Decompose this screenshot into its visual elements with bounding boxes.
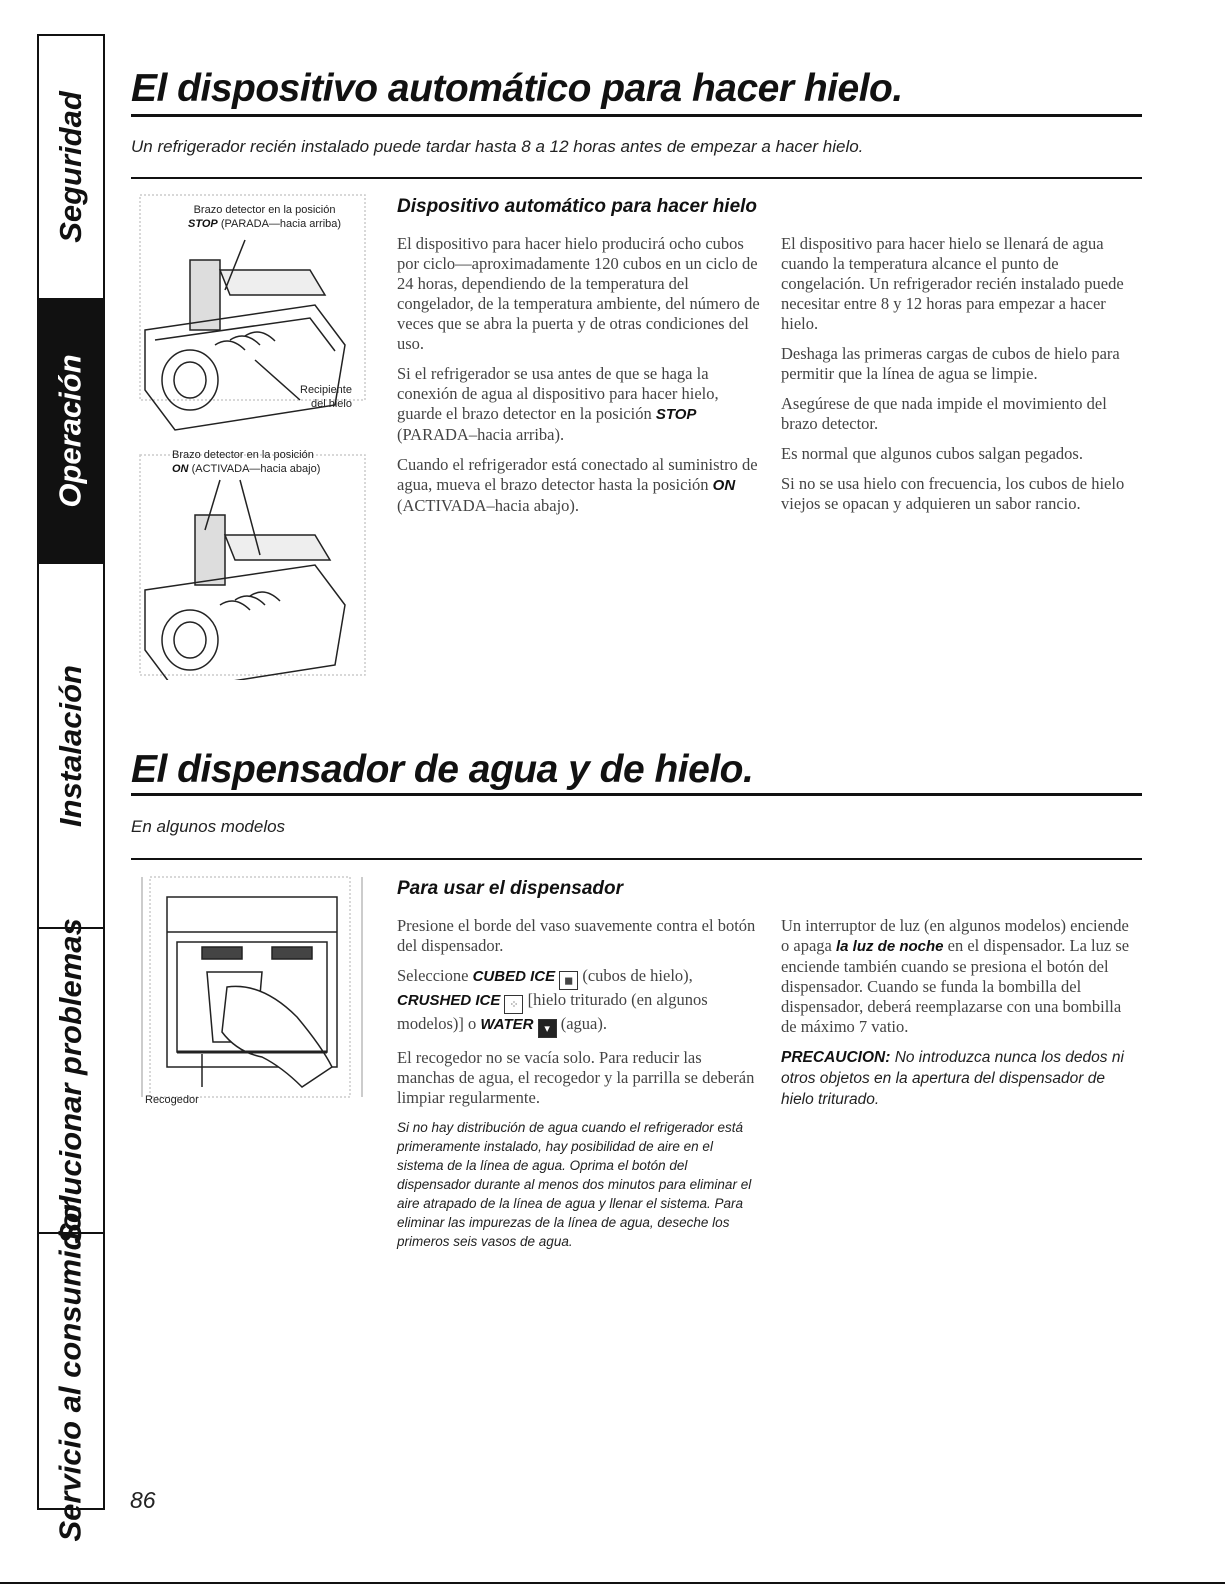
- figure-caption-drip-tray: Recogedor: [145, 1094, 199, 1106]
- caption-line: Brazo detector en la posición: [193, 204, 336, 216]
- bold-term: STOP: [655, 406, 697, 423]
- cubed-ice-label: CUBED ICE: [472, 968, 556, 985]
- paragraph: El recogedor no se vacía solo. Para reducir las manchas de agua, el recogedor y la parrilla se deberán limpiar regularmente.: [397, 1048, 755, 1107]
- paragraph: El dispositivo para hacer hielo se llenará de agua cuando la temperatura alcance el punto de congelación. Un refrigerador recién instalado puede necesitar entre 8 y 12 horas para empezar a hacer hielo.: [781, 234, 1124, 333]
- tab-operacion[interactable]: [39, 300, 103, 564]
- tab-label: Solucionar problemas: [53, 917, 89, 1244]
- figure-caption-stop: [188, 203, 341, 231]
- bold-term: la luz de noche: [835, 938, 944, 955]
- water-icon: ▾: [538, 1019, 557, 1038]
- title-rule: [131, 793, 1142, 796]
- tab-label: Operación: [53, 354, 89, 508]
- section1-column1: [397, 234, 762, 526]
- title-rule: [131, 114, 1142, 117]
- tab-instalacion[interactable]: [39, 564, 103, 929]
- caption-line: Recipiente: [300, 384, 352, 396]
- paragraph: Asegúrese de que nada impide el movimiento del brazo detector.: [781, 394, 1107, 433]
- figure-caption-bin: [300, 383, 352, 411]
- caption-line: (PARADA—hacia arriba): [220, 218, 342, 230]
- dispenser-illustration: [132, 872, 377, 1112]
- tab-seguridad[interactable]: [39, 36, 103, 300]
- bottom-rule: [0, 1582, 1225, 1584]
- section1-column2: [781, 234, 1136, 524]
- tab-solucionar-problemas[interactable]: [39, 917, 103, 1244]
- bold-term: ON: [712, 477, 736, 494]
- paragraph: Es normal que algunos cubos salgan pegados.: [781, 444, 1083, 463]
- caption-line: Brazo detector en la posición: [172, 449, 314, 461]
- caution-label: PRECAUCION:: [781, 1049, 891, 1066]
- subtitle-rule: [131, 858, 1142, 860]
- paragraph: Seleccione CUBED ICE ◼ (cubos de hielo), CRUSHED ICE ⁘ [hielo triturado (en algunos modelos)] o WATER ▾ (agua).: [397, 966, 762, 1038]
- caption-line: (ACTIVADA—hacia abajo): [191, 463, 321, 475]
- section-title: El dispositivo automático para hacer hielo.: [131, 67, 903, 110]
- paragraph: Un interruptor de luz (en algunos modelos) enciende o apaga la luz de noche en el dispensador. La luz se enciende también cuando se presiona el botón del dispensador. Cuando se funda la bombilla del dispensador, deberá reemplazarse con una bombilla de máximo 7 vatio.: [781, 916, 1130, 1036]
- section2-column2: [781, 916, 1136, 1120]
- caption-bold: ON: [172, 463, 189, 475]
- ice-maker-illustration: [130, 190, 375, 680]
- subtitle-rule: [131, 177, 1142, 179]
- paragraph: Presione el borde del vaso suavemente contra el botón del dispensador.: [397, 916, 756, 955]
- subsection-heading: Dispositivo automático para hacer hielo: [397, 196, 758, 217]
- caption-line: del hielo: [311, 398, 352, 410]
- section-subtitle: Un refrigerador recién instalado puede tardar hasta 8 a 12 horas antes de empezar a hacer hielo.: [131, 137, 864, 156]
- paragraph: Deshaga las primeras cargas de cubos de hielo para permitir que la línea de agua se limpie.: [781, 344, 1120, 383]
- figure-caption-on: [172, 448, 320, 476]
- tab-label: Instalación: [53, 664, 88, 827]
- section-subtitle: En algunos modelos: [131, 817, 286, 836]
- tab-label: Seguridad: [53, 91, 88, 243]
- caption-bold: STOP: [188, 218, 218, 230]
- subsection-heading: Para usar el dispensador: [397, 878, 623, 899]
- tab-servicio-al-consumidor[interactable]: [39, 1200, 103, 1542]
- water-label: WATER: [480, 1016, 534, 1033]
- note-paragraph: Si no hay distribución de agua cuando el refrigerador está primeramente instalado, hay posibilidad de aire en el sistema de la línea de agua. Oprima el botón del dispensador durante al menos dos minutos para eliminar el aire atrapado de la línea de agua y llenar el sistema. Para eliminar las impurezas de la línea de agua, deseche los primeros seis vasos de agua.: [397, 1120, 752, 1249]
- paragraph: Cuando el refrigerador está conectado al suministro de agua, mueva el brazo detector hasta la posición ON (ACTIVADA–hacia abajo).: [397, 455, 758, 515]
- caution-paragraph: PRECAUCION: No introduzca nunca los dedos ni otros objetos en la apertura del dispensador de hielo triturado.: [781, 1049, 1124, 1108]
- paragraph: El dispositivo para hacer hielo producirá ocho cubos por ciclo—aproximadamente 120 cubos en un ciclo de 24 horas, dependiendo de la temperatura del congelador, de la temperatura ambiente, del número de veces que se abra la puerta y de otras condiciones del uso.: [397, 234, 760, 353]
- sidebar-tabs: [37, 34, 105, 1542]
- section-title: El dispensador de agua y de hielo.: [131, 748, 754, 791]
- cubed-ice-icon: ◼: [559, 971, 578, 990]
- section2-column1: [397, 916, 762, 1261]
- paragraph: Si no se usa hielo con frecuencia, los cubos de hielo viejos se opacan y adquieren un sabor rancio.: [781, 474, 1125, 513]
- paragraph: Si el refrigerador se usa antes de que se haga la conexión de agua al dispositivo para hacer hielo, guarde el brazo detector en la posición STOP (PARADA–hacia arriba).: [397, 364, 719, 444]
- crushed-ice-icon: ⁘: [504, 995, 523, 1014]
- dispenser-drawing: [132, 872, 377, 1112]
- page-number: 86: [130, 1487, 156, 1513]
- crushed-ice-label: CRUSHED ICE: [397, 992, 501, 1009]
- tab-label: Servicio al consumidor: [53, 1200, 89, 1542]
- ice-maker-drawing: [130, 190, 375, 680]
